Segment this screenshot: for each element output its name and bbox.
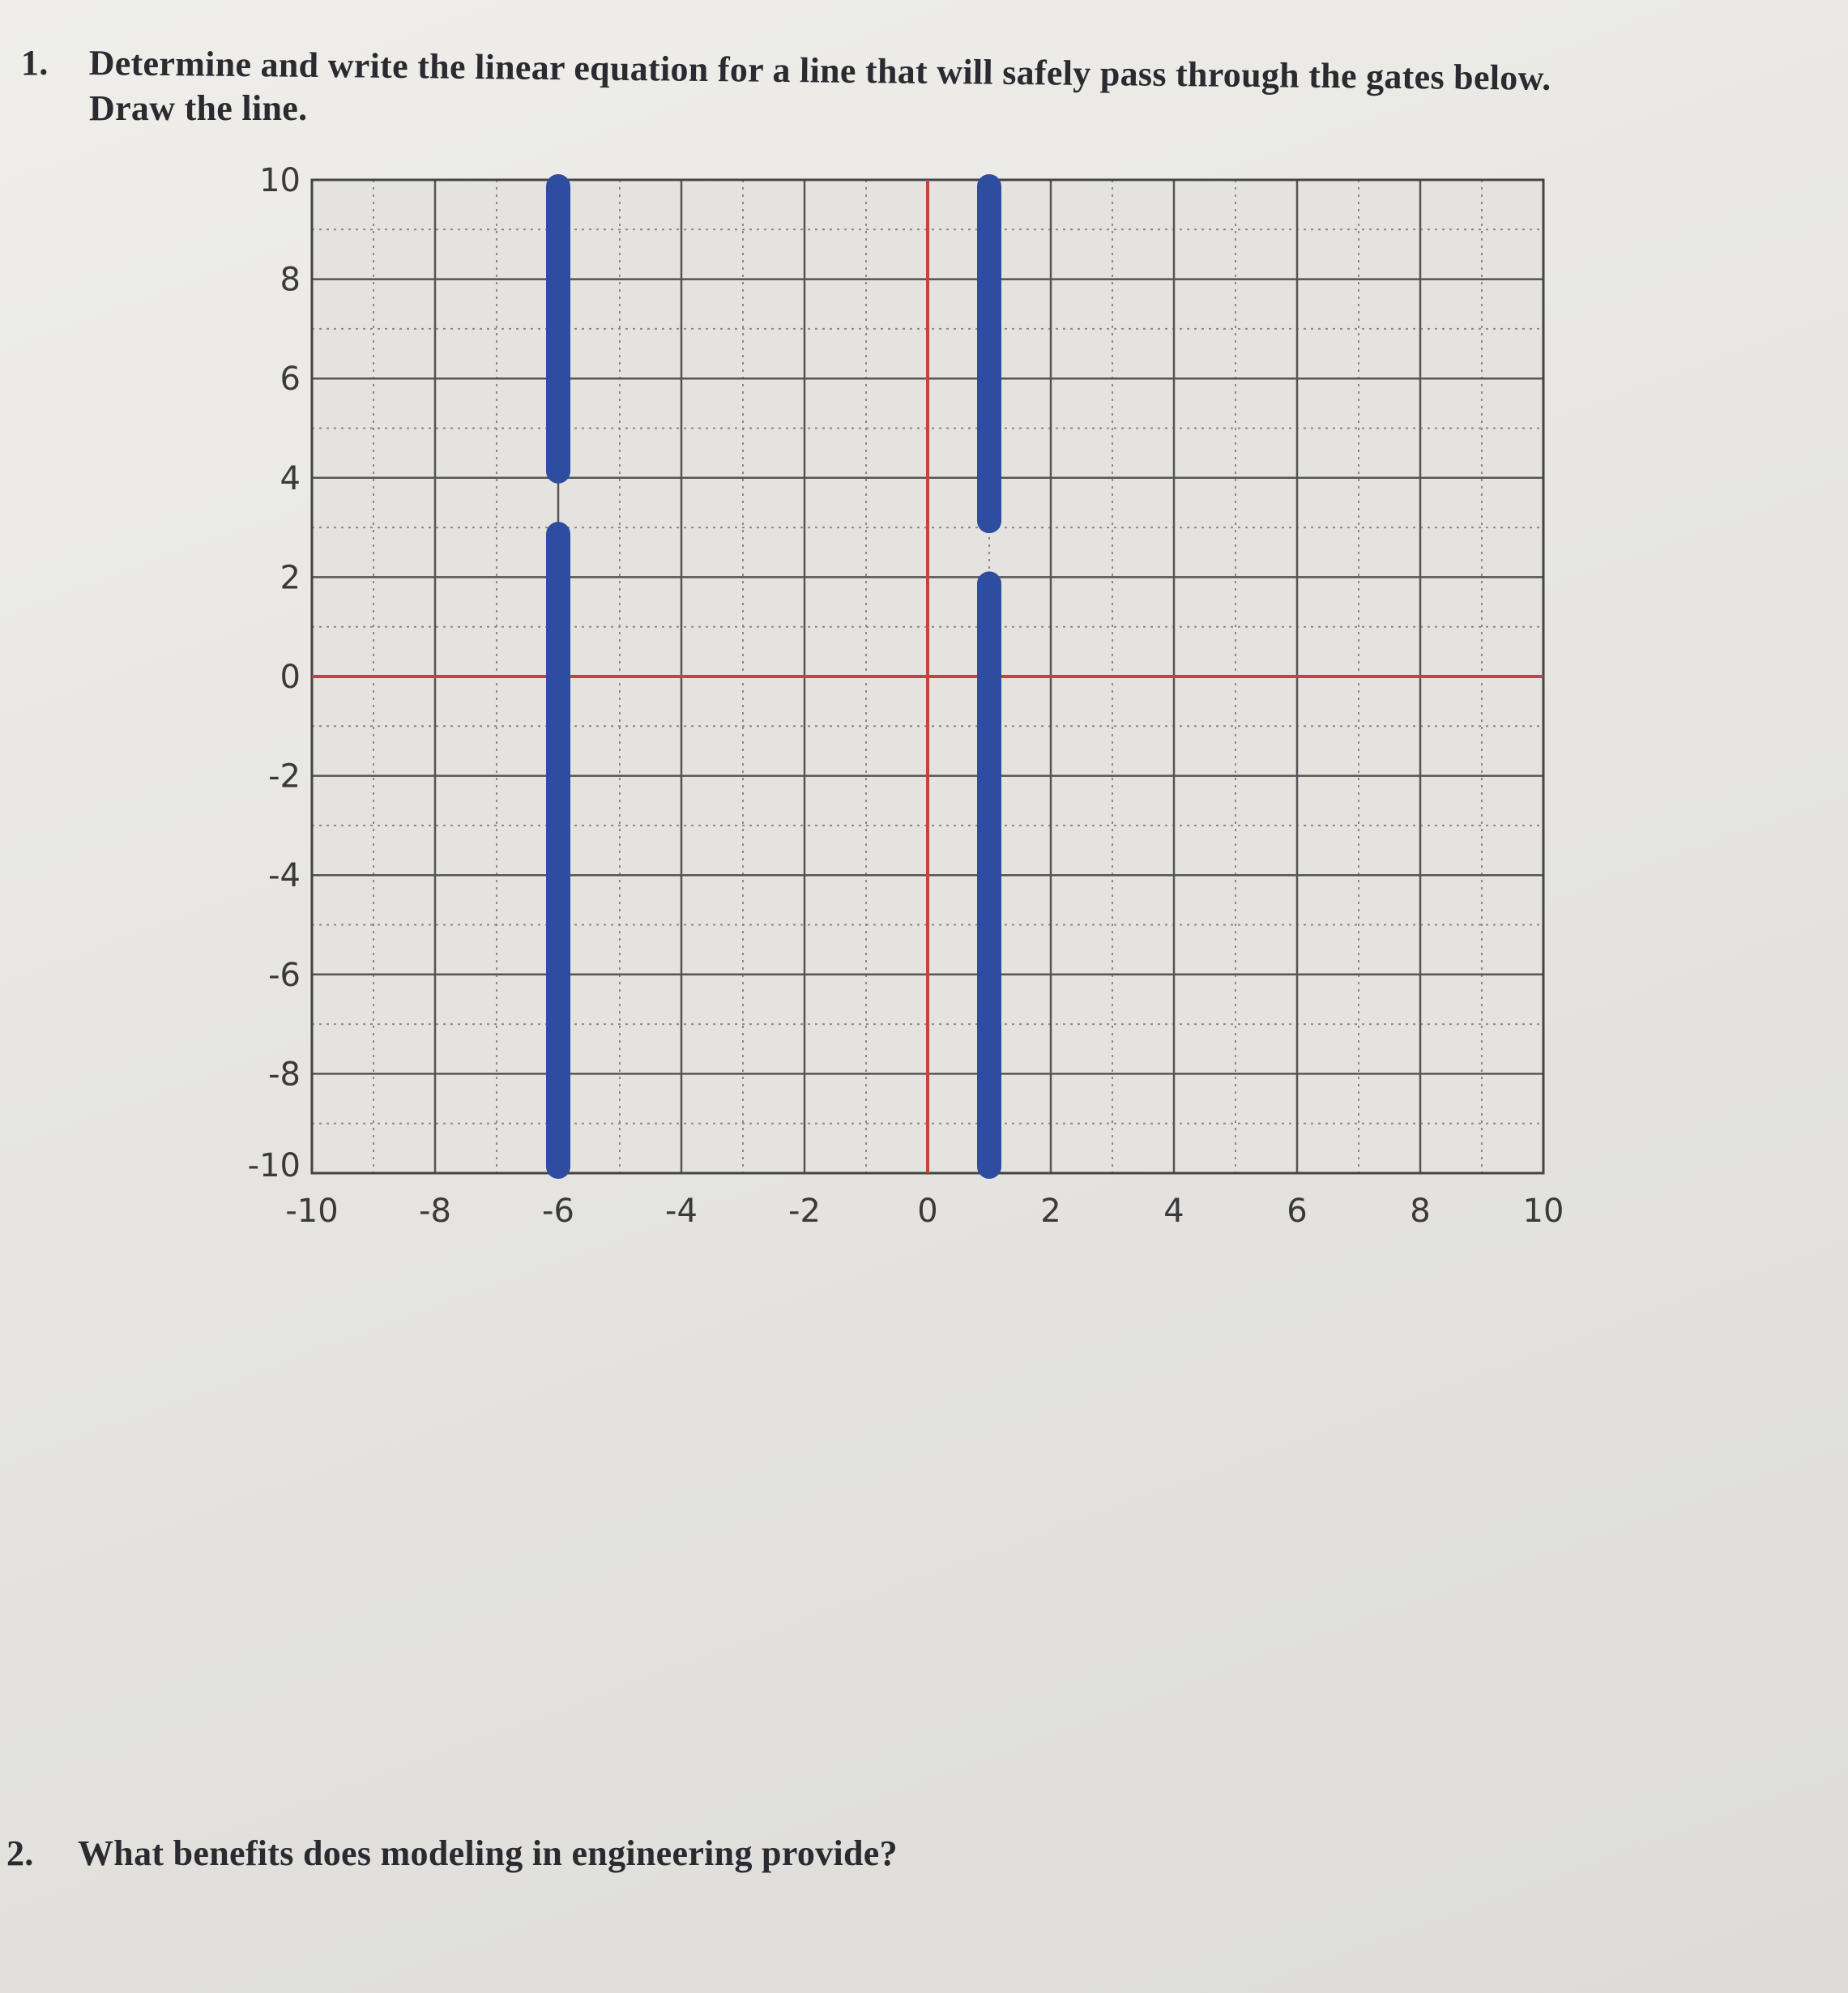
- y-tick-label: 6: [280, 361, 301, 399]
- x-tick-label: -8: [419, 1193, 451, 1230]
- x-tick-label: 0: [917, 1193, 938, 1230]
- y-tick-label: -8: [268, 1056, 301, 1094]
- x-tick-label: -4: [665, 1193, 698, 1230]
- x-tick-label: 8: [1410, 1193, 1431, 1230]
- y-tick-label: 0: [280, 659, 301, 696]
- y-tick-label: -2: [268, 758, 301, 796]
- y-tick-label: 2: [280, 559, 301, 597]
- question-1-number: 1.: [21, 43, 49, 83]
- question-1-text: Determine and write the linear equation for a line that will safely pass through the gates below.: [88, 42, 1551, 98]
- x-tick-label: -6: [542, 1193, 574, 1230]
- y-tick-label: 10: [259, 162, 301, 199]
- y-tick-label: 8: [280, 261, 301, 299]
- y-tick-label: -4: [268, 857, 301, 895]
- x-tick-label: 6: [1287, 1193, 1308, 1230]
- question-2-text: What benefits does modeling in engineering provide?: [78, 1833, 898, 1873]
- x-tick-label: -2: [788, 1193, 821, 1230]
- y-tick-label: -6: [268, 956, 301, 994]
- y-tick-label: 4: [280, 459, 301, 497]
- x-tick-label: 10: [1522, 1193, 1564, 1230]
- question-2-number: 2.: [6, 1833, 34, 1873]
- x-tick-label: 4: [1163, 1193, 1184, 1230]
- x-tick-label: 2: [1040, 1193, 1061, 1230]
- question-1-instruction: Draw the line.: [89, 88, 308, 128]
- x-tick-label: -10: [285, 1193, 339, 1230]
- y-tick-label: -10: [247, 1147, 301, 1184]
